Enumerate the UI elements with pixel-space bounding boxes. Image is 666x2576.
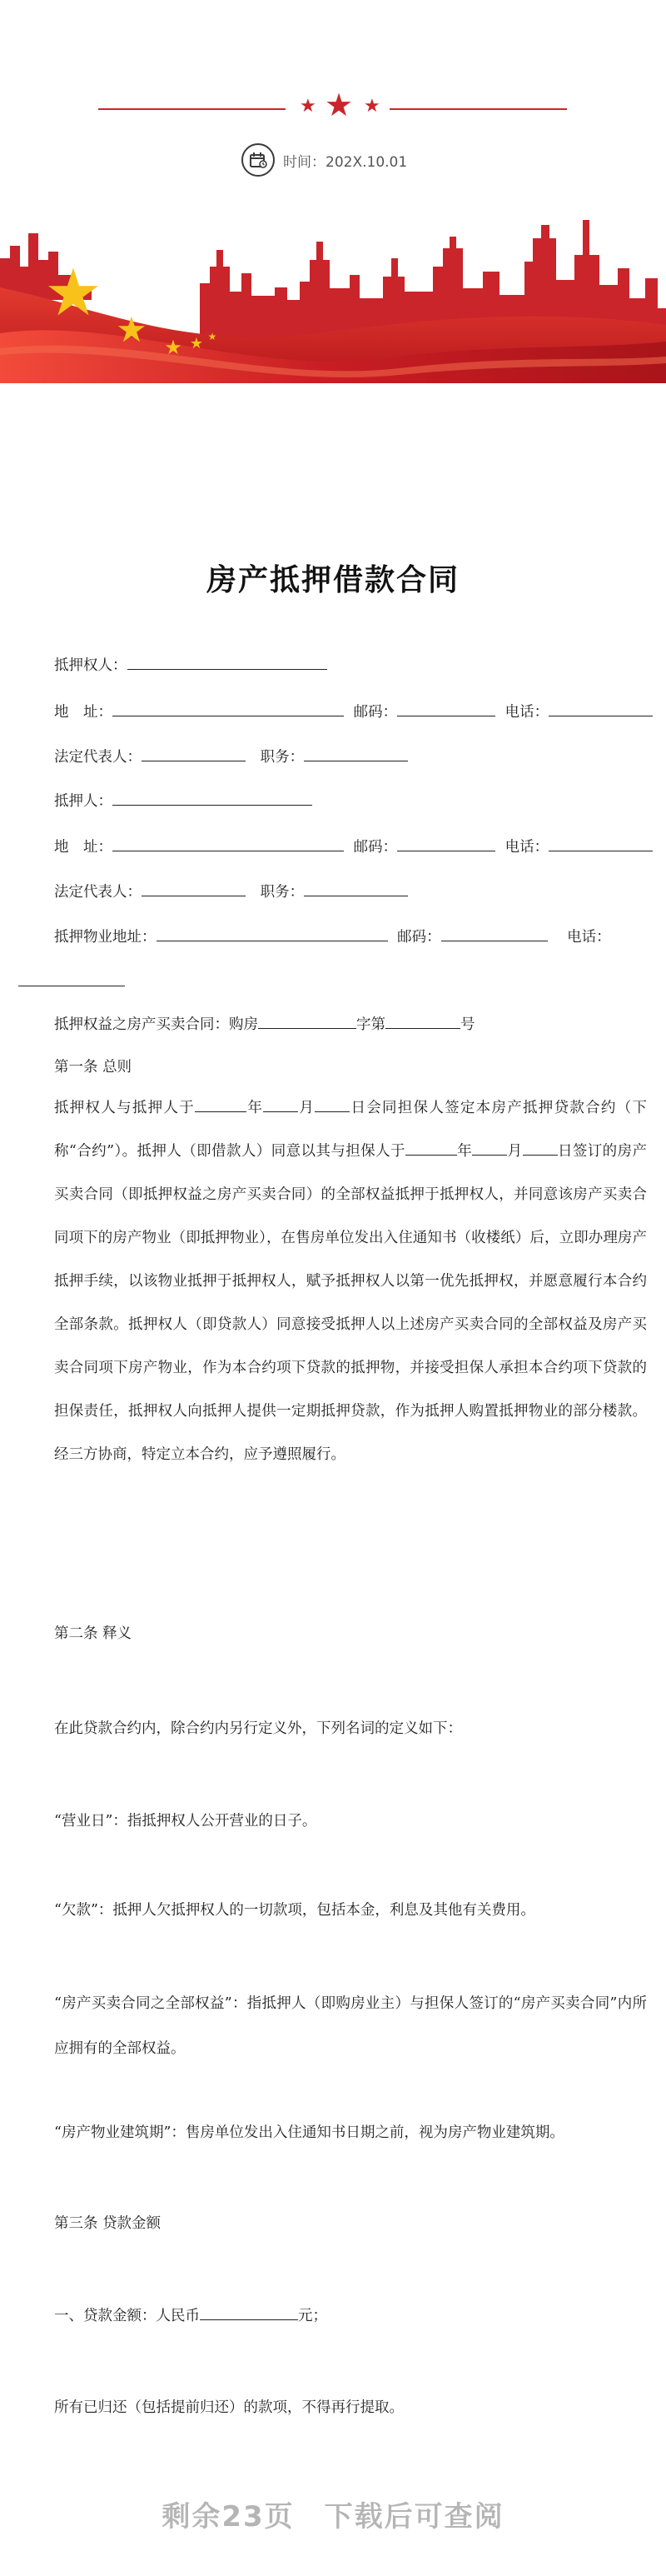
- representative-label: 法定代表人：: [54, 749, 142, 766]
- star-icon: ★: [207, 331, 217, 342]
- property-address-label: 抵押物业地址：: [54, 929, 157, 946]
- representative-label: 法定代表人：: [54, 884, 142, 901]
- address-blank[interactable]: [112, 836, 344, 851]
- article-1-body: [54, 1086, 647, 1476]
- definition-1: “营业日”：指抵押权人公开营业的日子。: [54, 1813, 317, 1830]
- mortgagor-blank[interactable]: [112, 790, 312, 806]
- postcode-label: 邮码：: [353, 839, 398, 856]
- representative-blank[interactable]: [142, 881, 246, 896]
- phone-label: 电话：: [567, 929, 611, 946]
- text-run: 日签订的房产买卖合同（即抵押权益之房产买卖合同）的全部权益抵押于抵押权人，并同意该房产买卖合同项下的房产物业（即抵押物业），在售房单位发出入住通知书（收楼纸）后，立即办理房产抵押手续，以该物业抵押于抵押权人，赋予抵押权人以第一优先抵押权，并愿意履行本合约全部条款。抵押权人（即贷款人）同意接受抵押人以上述房产买卖合同的全部权益及房产买卖合同项下房产物业，作为本合约项下贷款的抵押物，并接受担保人承担本合约项下贷款的担保责任，抵押权人向抵押人提供一定期抵押贷款，作为抵押人购置抵押物业的部分楼款。经三方协商，特定立本合约，应予遵照履行。: [54, 1143, 648, 1463]
- property-address-blank[interactable]: [157, 926, 388, 941]
- representative-blank[interactable]: [142, 746, 246, 761]
- article-2-intro: 在此贷款合约内，除合约内另行定义外，下列名词的定义如下：: [54, 1720, 462, 1737]
- mortgagee-blank[interactable]: [127, 654, 327, 670]
- phone-blank-wrap: [18, 971, 125, 991]
- loan-amount-blank[interactable]: [200, 2304, 298, 2320]
- day-blank[interactable]: [523, 1140, 558, 1156]
- definition-4: “房产物业建筑期”：售房单位发出入住通知书日期之前，视为房产物业建筑期。: [54, 2124, 564, 2141]
- right-rule: [390, 108, 567, 110]
- month-blank[interactable]: [472, 1140, 507, 1156]
- date-line: [241, 143, 407, 177]
- date-text: 时间：202X.10.01: [283, 153, 408, 171]
- loan-amount-line: [54, 2304, 327, 2325]
- star-icon: ★: [364, 96, 380, 117]
- address-blank[interactable]: [112, 701, 344, 716]
- article-1-title: 第一条 总则: [54, 1059, 132, 1076]
- contract-line: [54, 1013, 475, 1034]
- mortgagor-label: 抵押人：: [54, 793, 112, 810]
- text-run: 日会同担保人签定本房产抵押贷款合约（下称“合约”）。抵押人（即借款人）同意以其与担保人于: [54, 1100, 647, 1160]
- phone-blank[interactable]: [549, 836, 653, 851]
- address-line-1: [54, 701, 653, 721]
- phone-blank[interactable]: [549, 701, 653, 716]
- phone-label: 电话：: [504, 704, 549, 721]
- loan-amount-label: 一、贷款金额：人民币: [54, 2308, 200, 2324]
- postcode-label: 邮码：: [397, 929, 441, 946]
- header-decoration: [0, 0, 666, 383]
- contract-number-blank[interactable]: [385, 1013, 460, 1029]
- document-title: 房产抵押借款合同: [206, 563, 460, 597]
- repayment-note: 所有已归还（包括提前归还）的款项，不得再行提取。: [54, 2399, 404, 2416]
- definition-3: “房产买卖合同之全部权益”：指抵押人（即购房业主）与担保人签订的“房产买卖合同”内所应拥有的全部权益。: [54, 1995, 647, 2057]
- skyline-banner: [0, 208, 666, 383]
- star-icon: ★: [189, 335, 204, 352]
- remaining-pages-banner[interactable]: 剩余23页 下载后可查阅: [162, 2500, 504, 2534]
- day-blank[interactable]: [315, 1096, 350, 1112]
- contract-label: 抵押权益之房产买卖合同：购房: [54, 1016, 258, 1033]
- text-run: 月: [507, 1143, 523, 1160]
- star-icon: ★: [44, 256, 102, 331]
- year-blank[interactable]: [195, 1096, 246, 1112]
- property-address-line: [54, 926, 611, 946]
- contract-label-3: 号: [460, 1016, 475, 1033]
- phone-blank[interactable]: [18, 971, 125, 986]
- year-blank[interactable]: [405, 1140, 457, 1156]
- star-icon: ★: [164, 336, 182, 359]
- star-icon: ★: [116, 309, 147, 350]
- text-run: 月: [298, 1100, 316, 1116]
- position-blank[interactable]: [304, 881, 408, 896]
- contract-blank[interactable]: [258, 1013, 356, 1029]
- left-rule: [98, 108, 286, 110]
- text-run: 年: [456, 1143, 473, 1160]
- star-icon: ★: [325, 87, 354, 123]
- loan-amount-unit: 元；: [298, 2308, 327, 2324]
- article-2-title: 第二条 释义: [54, 1625, 132, 1642]
- position-label: 职务：: [260, 884, 305, 901]
- text-run: 抵押权人与抵押人于: [54, 1100, 196, 1116]
- definition-2: “欠款”：抵押人欠抵押权人的一切款项，包括本金，利息及其他有关费用。: [54, 1902, 535, 1919]
- star-icon: ★: [300, 96, 316, 117]
- postcode-blank[interactable]: [397, 836, 495, 851]
- month-blank[interactable]: [263, 1096, 298, 1112]
- representative-line-2: [54, 881, 408, 901]
- postcode-blank[interactable]: [441, 926, 548, 941]
- contract-label-2: 字第: [356, 1016, 385, 1033]
- postcode-blank[interactable]: [397, 701, 495, 716]
- calendar-icon: [241, 143, 275, 177]
- mortgagee-line: [54, 654, 327, 675]
- address-label: 地 址：: [54, 839, 112, 856]
- phone-label: 电话：: [504, 839, 549, 856]
- address-line-2: [54, 836, 653, 856]
- address-label: 地 址：: [54, 704, 112, 721]
- mortgagee-label: 抵押权人：: [54, 657, 127, 674]
- representative-line-1: [54, 746, 408, 766]
- position-blank[interactable]: [304, 746, 408, 761]
- text-run: 年: [246, 1100, 264, 1116]
- postcode-label: 邮码：: [353, 704, 398, 721]
- mortgagor-line: [54, 790, 312, 811]
- position-label: 职务：: [260, 749, 305, 766]
- article-3-title: 第三条 贷款金额: [54, 2215, 162, 2232]
